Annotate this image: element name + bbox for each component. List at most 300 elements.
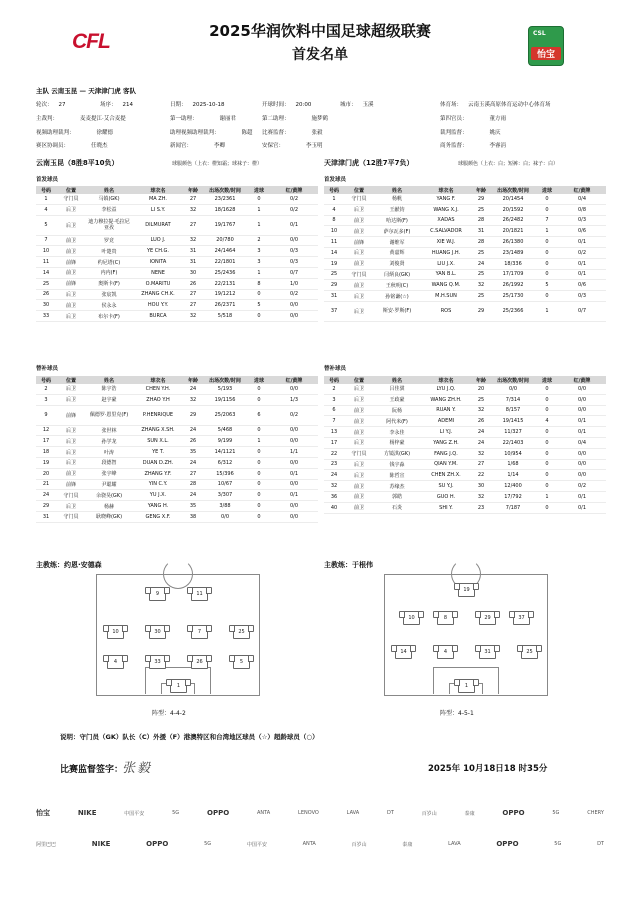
table-row — [36, 278, 318, 289]
column-header: 出场次数/时间 — [202, 376, 248, 384]
table-cell: 后卫 — [56, 289, 86, 300]
table-cell: M.H.SUN — [420, 291, 472, 302]
table-cell: 25 — [472, 204, 490, 215]
column-header: 进球 — [536, 186, 558, 194]
match-info-label: 第一助理： — [170, 116, 198, 122]
table-cell: BURCA — [132, 311, 184, 322]
table-cell: 32 — [472, 405, 490, 416]
table-cell: 17/792 — [490, 491, 536, 502]
table-cell: 守门员 — [344, 448, 374, 459]
table-cell: 21 — [36, 479, 56, 490]
table-row — [36, 479, 318, 490]
table-cell: 26/1380 — [490, 237, 536, 248]
table-cell: 杨帆 — [374, 194, 420, 204]
table-cell: 0/2 — [270, 204, 318, 215]
sponsor-row-1 — [36, 808, 604, 818]
table-cell: 陈哲宣 — [374, 470, 420, 481]
table-cell: LUO J. — [132, 235, 184, 246]
table-cell: 29 — [324, 280, 344, 291]
table-cell: CHEN ZH.X. — [420, 470, 472, 481]
table-cell: 0/7 — [558, 301, 606, 321]
table-row — [324, 481, 606, 492]
table-cell: 后卫 — [56, 501, 86, 512]
away-starters-table — [324, 186, 606, 322]
match-info-field — [170, 114, 236, 122]
match-info-label: 商务监督： — [440, 143, 468, 149]
table-cell: GENG X.F. — [132, 511, 184, 522]
table-cell: YE CH.G. — [132, 246, 184, 257]
table-row — [36, 257, 318, 268]
sponsor-logo: 泰康 — [464, 810, 475, 817]
table-cell: 0/0 — [558, 470, 606, 481]
table-cell: 余骁昊(GK) — [86, 490, 132, 501]
table-cell: 7 — [324, 416, 344, 427]
table-cell: 25 — [472, 269, 490, 280]
table-cell: 4 — [324, 204, 344, 215]
table-cell: 0 — [536, 204, 558, 215]
table-cell: 0 — [536, 269, 558, 280]
table-cell: 0/6 — [558, 280, 606, 291]
match-info-value: 27 — [58, 102, 66, 108]
column-header: 号码 — [324, 186, 344, 194]
table-row — [324, 491, 606, 502]
table-cell: 0/0 — [558, 384, 606, 394]
table-cell: 0/3 — [270, 257, 318, 268]
table-cell: 14 — [324, 247, 344, 258]
table-cell: 15/396 — [202, 468, 248, 479]
table-row — [36, 457, 318, 468]
table-cell: ROS — [420, 301, 472, 321]
table-cell: 0 — [248, 394, 270, 405]
table-cell: 后卫 — [56, 215, 86, 235]
table-cell: 32 — [472, 448, 490, 459]
table-cell: 10 — [36, 246, 56, 257]
table-cell: 24/1464 — [202, 246, 248, 257]
home-subs-table — [36, 376, 318, 523]
table-row — [36, 246, 318, 257]
table-cell: 苏缘杰 — [374, 481, 420, 492]
table-cell: 8 — [324, 215, 344, 226]
sponsor-row-2 — [36, 840, 604, 848]
sponsor-logo: 百岁山 — [421, 810, 437, 817]
table-cell: 阿代米(F) — [374, 416, 420, 427]
match-info-value: 姚庆 — [489, 130, 501, 136]
match-info-label: 助理视频助理裁判： — [170, 130, 220, 136]
table-cell: 斯安·罗斯(F) — [374, 301, 420, 321]
table-cell: 前卫 — [56, 246, 86, 257]
table-row — [36, 300, 318, 311]
column-header: 球衣名 — [132, 186, 184, 194]
column-header: 球衣名 — [420, 186, 472, 194]
table-cell: 0/1 — [558, 427, 606, 438]
sponsor-logo: LAVA — [448, 841, 461, 847]
table-cell: 28 — [472, 237, 490, 248]
column-header: 位置 — [344, 186, 374, 194]
match-info-field — [36, 128, 113, 136]
table-cell: 20/1821 — [490, 226, 536, 237]
table-cell: 孙铭谦(☆) — [374, 291, 420, 302]
table-cell: 12/400 — [490, 481, 536, 492]
table-cell: 0 — [248, 194, 270, 204]
legend: 说明：守门员（GK）队长（C）外援（F）港澳特区和台湾地区球员（☆）超龄球员（○） — [60, 733, 319, 741]
table-cell: YAN B.L. — [420, 269, 472, 280]
match-teams: 主队 云南玉昆 — 天津津门虎 客队 — [36, 87, 137, 95]
table-cell: 前锋 — [344, 237, 374, 248]
table-cell: 22 — [472, 470, 490, 481]
table-cell: 26/1992 — [490, 280, 536, 291]
table-cell: 27 — [184, 289, 202, 300]
table-cell: 22/2131 — [202, 278, 248, 289]
table-cell: 0/4 — [558, 437, 606, 448]
player-shirt-icon: 31 — [479, 645, 496, 659]
table-cell: 6/312 — [202, 457, 248, 468]
column-header: 球衣名 — [420, 376, 472, 384]
table-cell: 3 — [36, 394, 56, 405]
table-row — [324, 237, 606, 248]
table-row — [324, 405, 606, 416]
table-cell: 29 — [36, 501, 56, 512]
table-cell: 25 — [36, 278, 56, 289]
table-cell: 32 — [472, 491, 490, 502]
away-team-name: 天津津门虎（12胜7平7负） — [324, 159, 414, 167]
table-cell: 3/88 — [202, 501, 248, 512]
table-cell: DUAN D.ZH. — [132, 457, 184, 468]
table-row — [36, 204, 318, 215]
table-cell: YIN C.Y. — [132, 479, 184, 490]
table-row — [36, 394, 318, 405]
table-cell: 3/307 — [202, 490, 248, 501]
table-cell: 0/1 — [270, 215, 318, 235]
table-cell: 后卫 — [344, 301, 374, 321]
table-cell: 后卫 — [56, 311, 86, 322]
table-cell: 10 — [324, 226, 344, 237]
sponsor-logo: LAVA — [346, 810, 360, 816]
sponsor-logo: OPPO — [146, 840, 169, 848]
table-cell: DILMURAT — [132, 215, 184, 235]
table-cell: LI S.Y. — [132, 204, 184, 215]
table-cell: 24 — [184, 457, 202, 468]
cfl-logo: CFL — [72, 30, 110, 53]
table-cell: YANG H. — [132, 501, 184, 512]
table-cell: P.HENRIQUE — [132, 405, 184, 425]
table-cell: ZHANG X.SH. — [132, 425, 184, 436]
table-cell: 奥斯卡(F) — [86, 278, 132, 289]
table-cell: 0/2 — [270, 194, 318, 204]
table-cell: 0/1 — [558, 491, 606, 502]
column-header: 出场次数/时间 — [202, 186, 248, 194]
table-cell: 5/518 — [202, 311, 248, 322]
table-cell: 迪力穆拉提·毛拉尼亚孜 — [86, 215, 132, 235]
table-cell: 26 — [184, 436, 202, 447]
table-cell: NENE — [132, 267, 184, 278]
table-cell: 0/2 — [558, 481, 606, 492]
table-cell: 1 — [536, 491, 558, 502]
table-cell: 0/0 — [558, 394, 606, 405]
table-cell: 0 — [248, 289, 270, 300]
match-info-value: 李玉明 — [306, 143, 323, 149]
table-row — [324, 258, 606, 269]
match-info-label: 新闻官： — [170, 143, 193, 149]
sponsor-badge-text: 怡宝 — [531, 47, 561, 60]
table-cell: 2 — [248, 235, 270, 246]
table-row — [324, 502, 606, 513]
table-row — [324, 437, 606, 448]
home-jersey-colors: 球服颜色（上衣：橙知霜；球袜子：橙） — [172, 161, 263, 167]
table-cell: 32 — [324, 481, 344, 492]
table-cell: ZHANG Y.F. — [132, 468, 184, 479]
match-info-field — [340, 100, 374, 108]
table-cell: 刘俊贤 — [374, 258, 420, 269]
table-cell: 后卫 — [344, 470, 374, 481]
match-info-label: 主裁判： — [36, 116, 59, 122]
column-header: 姓名 — [86, 376, 132, 384]
sponsor-logo: 5G — [172, 810, 180, 816]
table-cell: 萨尔瓦多(F) — [374, 226, 420, 237]
table-cell: 12 — [36, 425, 56, 436]
match-info-value: 麦麦提江·艾合麦提 — [80, 116, 126, 122]
csl-logo-text: CSL — [533, 30, 546, 37]
table-cell: 37 — [324, 301, 344, 321]
table-row — [324, 291, 606, 302]
table-cell: 19/1415 — [490, 416, 536, 427]
table-cell: 25 — [472, 247, 490, 258]
table-row — [324, 215, 606, 226]
column-header: 红/黄牌 — [558, 186, 606, 194]
table-cell: 6 — [248, 405, 270, 425]
table-cell: 前锋 — [56, 405, 86, 425]
table-cell: 布尔卡(F) — [86, 311, 132, 322]
match-info-field — [440, 100, 551, 108]
player-shirt-icon: 7 — [191, 625, 208, 639]
match-info-field — [170, 141, 225, 149]
table-cell: 0 — [536, 394, 558, 405]
table-cell: 9/199 — [202, 436, 248, 447]
table-cell: 31 — [324, 291, 344, 302]
table-cell: ZHAO Y.H — [132, 394, 184, 405]
match-info-label: 视频助理裁判： — [36, 130, 75, 136]
table-cell: 28 — [184, 479, 202, 490]
table-cell: 守门员 — [56, 194, 86, 204]
table-cell: 1 — [536, 226, 558, 237]
match-info-value: 董方雨 — [489, 116, 507, 122]
match-info-label: 第四官员： — [440, 116, 468, 122]
player-shirt-icon: 9 — [149, 587, 166, 601]
table-cell: LI Y.J. — [420, 427, 472, 438]
table-row — [324, 247, 606, 258]
player-shirt-icon: 29 — [479, 611, 496, 625]
table-cell: 后卫 — [56, 457, 86, 468]
column-header: 进球 — [248, 186, 270, 194]
sponsor-logo: CHERY — [587, 810, 604, 816]
table-cell: 石炎 — [374, 502, 420, 513]
table-cell: 0/1 — [558, 269, 606, 280]
table-cell: 前卫 — [344, 280, 374, 291]
table-cell: 0/0 — [270, 311, 318, 322]
column-header: 球衣名 — [132, 376, 184, 384]
match-info-label: 裁判监督： — [440, 130, 468, 136]
column-header: 位置 — [56, 376, 86, 384]
table-cell: 27 — [184, 215, 202, 235]
away-jersey-colors: 球服颜色（上衣：白；短裤：白；袜子：白） — [458, 161, 559, 167]
table-cell: 前卫 — [344, 226, 374, 237]
column-header: 号码 — [324, 376, 344, 384]
table-cell: 27 — [472, 459, 490, 470]
table-cell: 19/1212 — [202, 289, 248, 300]
table-cell: 后卫 — [56, 436, 86, 447]
sponsor-logo: NIKE — [91, 840, 111, 848]
table-cell: 27 — [184, 300, 202, 311]
table-cell: 35 — [184, 501, 202, 512]
signature-label: 比赛监督签字： — [60, 765, 124, 775]
match-info-value: 徐耀德 — [96, 130, 114, 136]
table-cell: 前卫 — [56, 300, 86, 311]
table-cell: 5/193 — [202, 384, 248, 394]
table-cell: 31 — [36, 511, 56, 522]
table-cell: 内内(F) — [86, 267, 132, 278]
player-shirt-icon: 25 — [233, 625, 250, 639]
away-subs-label: 替补球员 — [324, 366, 347, 372]
home-formation-label: 阵型：4-4-2 — [152, 710, 186, 717]
table-cell: 13 — [324, 427, 344, 438]
table-cell: SUN X.L. — [132, 436, 184, 447]
table-row — [324, 427, 606, 438]
table-cell: 耿晓峰(GK) — [86, 511, 132, 522]
table-cell: 前卫 — [344, 405, 374, 416]
table-cell: 0 — [536, 470, 558, 481]
table-cell: 26/2371 — [202, 300, 248, 311]
table-cell: 32 — [184, 204, 202, 215]
table-cell: 闫炳良(GK) — [374, 269, 420, 280]
table-cell: 31 — [184, 246, 202, 257]
table-cell: 阮杨 — [374, 405, 420, 416]
table-cell: 前卫 — [344, 215, 374, 226]
table-cell: 0/0 — [202, 511, 248, 522]
table-cell: 17 — [36, 436, 56, 447]
table-cell: YU J.X. — [132, 490, 184, 501]
table-cell: 0/2 — [558, 247, 606, 258]
column-header: 姓名 — [374, 376, 420, 384]
sponsor-logo: OPPO — [207, 809, 230, 817]
table-cell: 35 — [184, 447, 202, 458]
table-cell: 20 — [472, 384, 490, 394]
column-header: 红/黄牌 — [558, 376, 606, 384]
table-cell: 11 — [36, 257, 56, 268]
table-cell: 28 — [472, 215, 490, 226]
away-coach: 主教练：于根伟 — [324, 561, 373, 569]
table-cell: 26 — [36, 289, 56, 300]
table-cell: 叶涛 — [86, 447, 132, 458]
table-cell: IONITA — [132, 257, 184, 268]
table-cell: 后卫 — [56, 447, 86, 458]
sponsor-logo: 泰康 — [402, 841, 413, 848]
match-info-field — [36, 141, 108, 149]
table-cell: 19 — [324, 258, 344, 269]
table-cell: 前卫 — [344, 481, 374, 492]
table-row — [36, 501, 318, 512]
table-cell: 1 — [248, 436, 270, 447]
match-info-field — [36, 100, 66, 108]
table-cell: 31 — [184, 257, 202, 268]
match-info-value: 任晓杰 — [91, 143, 108, 149]
table-cell: 8 — [248, 278, 270, 289]
table-cell: 3 — [248, 257, 270, 268]
table-cell: 尹聪耀 — [86, 479, 132, 490]
table-cell: 24 — [184, 384, 202, 394]
table-row — [324, 470, 606, 481]
table-cell: 0 — [536, 405, 558, 416]
table-cell: 李永佳 — [374, 427, 420, 438]
sponsor-logo: OPPO — [502, 809, 525, 817]
table-cell: 0 — [248, 457, 270, 468]
table-cell: 26 — [184, 278, 202, 289]
table-cell: 0/1 — [270, 468, 318, 479]
sponsor-logo: LENOVO — [298, 810, 319, 816]
table-cell: 1 — [248, 215, 270, 235]
table-cell: 0/0 — [270, 457, 318, 468]
match-info-value: 施梦鹤 — [311, 116, 329, 122]
player-shirt-icon: 11 — [191, 587, 208, 601]
page-subtitle: 首发名单 — [292, 47, 348, 63]
table-cell: 0/0 — [270, 479, 318, 490]
table-cell: 24 — [324, 470, 344, 481]
table-cell: 1 — [248, 204, 270, 215]
table-cell: 23 — [472, 502, 490, 513]
player-shirt-icon: 10 — [107, 625, 124, 639]
table-cell: 3 — [324, 394, 344, 405]
table-cell: 0/2 — [270, 405, 318, 425]
table-cell: 0 — [248, 447, 270, 458]
table-cell: 2 — [36, 384, 56, 394]
table-cell: 1/68 — [490, 459, 536, 470]
table-row — [36, 490, 318, 501]
table-cell: 0 — [536, 258, 558, 269]
table-cell: 27 — [184, 468, 202, 479]
table-cell: 0 — [536, 237, 558, 248]
column-header: 年龄 — [472, 186, 490, 194]
table-cell: 10/67 — [202, 479, 248, 490]
table-cell: 1/1 — [270, 447, 318, 458]
table-cell: 5 — [36, 215, 56, 235]
table-row — [36, 311, 318, 322]
table-cell: YANG Z.H. — [420, 437, 472, 448]
home-starters-table — [36, 186, 318, 322]
table-cell: 前锋 — [56, 257, 86, 268]
sponsor-logo: DT — [597, 841, 604, 847]
sponsor-logo: 5G — [552, 810, 560, 816]
table-cell: 王献钧 — [374, 204, 420, 215]
match-info-label: 第二助理： — [262, 116, 290, 122]
table-row — [324, 226, 606, 237]
table-row — [36, 194, 318, 204]
sponsor-logo: ANTA — [256, 810, 271, 816]
column-header: 姓名 — [86, 186, 132, 194]
table-cell: 罗竞 — [86, 235, 132, 246]
table-cell: 0/1 — [558, 237, 606, 248]
table-row — [324, 204, 606, 215]
table-row — [36, 425, 318, 436]
table-cell: 38 — [184, 511, 202, 522]
table-cell: 杨赫 — [86, 501, 132, 512]
table-cell: 守门员 — [56, 490, 86, 501]
player-shirt-icon: 1 — [170, 679, 187, 693]
table-cell: 后卫 — [56, 394, 86, 405]
table-cell: 杨梓豪 — [374, 437, 420, 448]
sponsor-logo: 中国平安 — [246, 841, 267, 848]
column-header: 进球 — [536, 376, 558, 384]
table-cell: 0/1 — [270, 490, 318, 501]
match-info-label: 轮次： — [36, 102, 53, 108]
table-cell: 29 — [184, 405, 202, 425]
